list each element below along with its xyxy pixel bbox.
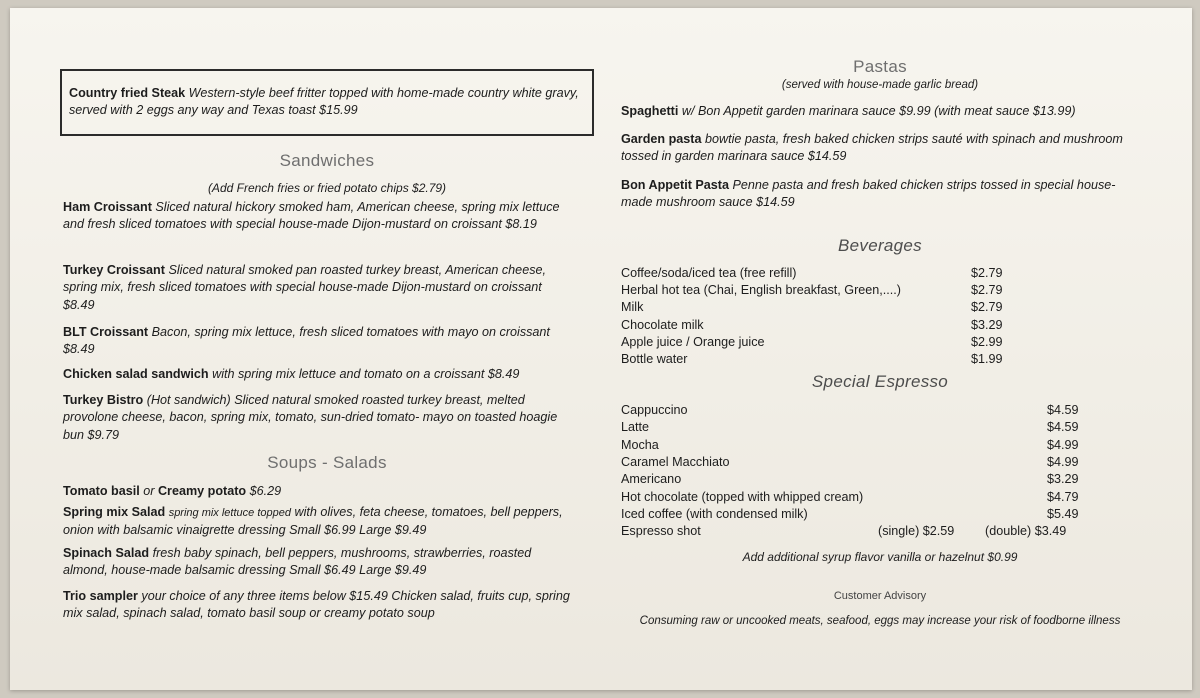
price-row — [621, 437, 1141, 454]
menu-item: Trio sampler your choice of any three items below $15.49 Chicken salad, fruits cup, spring mix salad, spinach salad, tomato basil soup or creamy potato soup — [63, 589, 570, 621]
price-row-name: Bottle water — [621, 352, 688, 366]
price-row — [621, 471, 1141, 488]
espresso-shot-row: Espresso shot (single) $2.59 (double) $3.49 — [621, 524, 1067, 538]
price-row-price: $4.79 — [1047, 489, 1079, 504]
menu-item: BLT Croissant Bacon, spring mix lettuce, fresh sliced tomatoes with mayo on croissant $8.49 — [63, 325, 550, 357]
menu-item: Bon Appetit Pasta Penne pasta and fresh baked chicken strips tossed in special house-made mushroom sauce $14.59 — [621, 178, 1116, 210]
menu-item: Spring mix Salad spring mix lettuce topped with olives, feta cheese, tomatoes, bell peppers, onion with balsamic vinaigrette dressing Small $6.99 Large $9.49 — [63, 505, 563, 538]
price-row-name: Americano — [621, 472, 682, 487]
price-row — [621, 317, 1141, 334]
sandwiches-note: (Add French fries or fried potato chips $2.79) — [207, 181, 447, 195]
soups-salads-heading: Soups - Salads — [267, 453, 387, 472]
price-row — [621, 402, 1141, 419]
menu-item: Turkey Bistro (Hot sandwich) Sliced natural smoked roasted turkey breast, melted provolone cheese, bacon, spring mix, tomato, sun-dried tomato- mayo on toasted hoagie bun $9.79 — [63, 393, 558, 442]
price-row — [621, 454, 1141, 471]
menu-item: Spinach Salad fresh baby spinach, bell peppers, mushrooms, strawberries, roasted almond, house-made balsamic dressing Small $6.49 Large $9.49 — [63, 546, 532, 578]
price-row — [621, 489, 1141, 506]
price-row-name: Chocolate milk — [621, 317, 704, 332]
price-row-price: $2.79 — [971, 300, 1003, 315]
menu-item: Spaghetti w/ Bon Appetit garden marinara sauce $9.99 (with meat sauce $13.99) — [621, 104, 1076, 118]
price-row — [621, 334, 1141, 351]
advisory-text: Consuming raw or uncooked meats, seafood, eggs may increase your risk of foodborne illness — [639, 615, 1121, 627]
featured-item — [69, 85, 584, 120]
price-row-price: $4.59 — [1047, 403, 1079, 417]
price-row — [621, 265, 1141, 282]
price-row-name: Coffee/soda/iced tea (free refill) — [621, 266, 797, 280]
price-row-price: $5.49 — [1047, 506, 1079, 521]
price-row-price: $2.99 — [971, 334, 1003, 349]
menu-item: Garden pasta bowtie pasta, fresh baked chicken strips sauté with spinach and mushroom tossed in garden marinara sauce $14.59 — [621, 132, 1123, 164]
price-row-name: Cappuccino — [621, 403, 688, 417]
menu-item: Chicken salad sandwich with spring mix lettuce and tomato on a croissant $8.49 — [63, 367, 520, 381]
pastas-note: (served with house-made garlic bread) — [781, 79, 979, 91]
price-row-name: Apple juice / Orange juice — [621, 334, 765, 349]
menu-item: Turkey Croissant Sliced natural smoked pan roasted turkey breast, American cheese, spring mix, fresh sliced tomatoes with special house-made Dijon-mustard on croissant $8.49 — [63, 263, 546, 312]
price-row-price: $3.29 — [1047, 472, 1079, 487]
price-row-name: Latte — [621, 420, 650, 435]
sandwiches-heading: Sandwiches — [279, 151, 375, 170]
menu-item: Tomato basil or Creamy potato $6.29 — [63, 484, 282, 498]
pastas-heading: Pastas — [853, 57, 907, 76]
price-row-price: $2.79 — [971, 283, 1003, 298]
featured-item-box — [60, 69, 594, 136]
price-row — [621, 351, 1141, 368]
price-row-price: $2.79 — [971, 266, 1003, 280]
price-row — [621, 282, 1141, 299]
price-row — [621, 299, 1141, 316]
price-row-name: Caramel Macchiato — [621, 454, 730, 469]
syrup-note: Add additional syrup flavor vanilla or hazelnut $0.99 — [742, 550, 1018, 564]
item-name: Country fried Steak — [69, 86, 186, 100]
item-description: Western-style beef fritter topped with home-made country white gravy, served with 2 eggs any way and Texas toast $15.99 — [69, 86, 579, 118]
menu-card — [10, 8, 1192, 690]
menu-item: Ham Croissant Sliced natural hickory smoked ham, American cheese, spring mix lettuce and fresh sliced tomatoes with special house-made Dijon-mustard on croissant $8.19 — [63, 200, 560, 232]
price-row-price: $4.99 — [1047, 437, 1079, 452]
price-row-name: Iced coffee (with condensed milk) — [621, 506, 808, 521]
price-row-name: Hot chocolate (topped with whipped cream) — [621, 489, 864, 504]
price-row-price: $4.99 — [1047, 454, 1079, 469]
price-row — [621, 419, 1141, 436]
price-row-price: $4.59 — [1047, 420, 1079, 435]
price-row-price: $3.29 — [971, 317, 1003, 332]
price-row-price: $1.99 — [971, 352, 1003, 366]
price-row — [621, 506, 1141, 523]
price-row-name: Herbal hot tea (Chai, English breakfast, Green,....) — [621, 283, 901, 298]
espresso-heading: Special Espresso — [811, 372, 949, 391]
price-row-name: Mocha — [621, 437, 659, 452]
beverages-heading: Beverages — [838, 236, 922, 255]
price-row-name: Milk — [621, 300, 644, 315]
advisory-title: Customer Advisory — [833, 590, 927, 602]
